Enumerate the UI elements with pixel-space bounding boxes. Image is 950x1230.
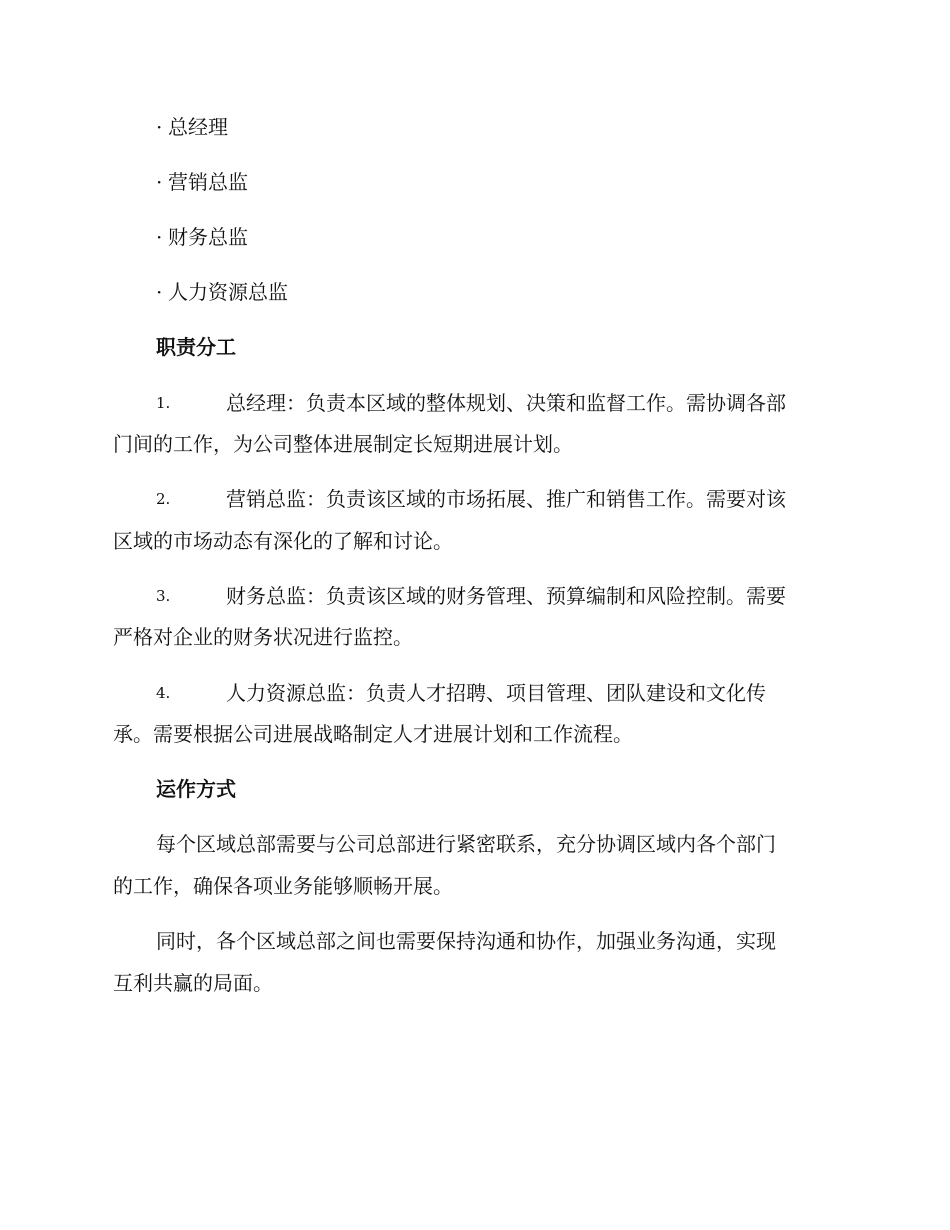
- bullet-text: 总经理: [168, 115, 228, 139]
- list-item-line1: 总经理：负责本区域的整体规划、决策和监督工作。需协调各部: [226, 391, 786, 415]
- paragraph-line2: 互利共赢的局面。: [113, 971, 273, 995]
- bullet-dot: ·: [156, 115, 163, 139]
- list-number: 3.: [156, 587, 171, 605]
- list-item-line1: 人力资源总监：负责人才招聘、项目管理、团队建设和文化传: [226, 681, 766, 705]
- bullet-item: [156, 223, 248, 251]
- section-heading-operation: 运作方式: [156, 777, 236, 801]
- list-number: 4.: [156, 684, 171, 702]
- paragraph-line2: 的工作，确保各项业务能够顺畅开展。: [113, 874, 453, 898]
- list-item-line2: 严格对企业的财务状况进行监控。: [113, 625, 413, 649]
- paragraph-line1: 每个区域总部需要与公司总部进行紧密联系，充分协调区域内各个部门: [156, 832, 776, 856]
- list-item-line1: 营销总监：负责该区域的市场拓展、推广和销售工作。需要对该: [226, 487, 786, 511]
- list-item-line2: 承。需要根据公司进展战略制定人才进展计划和工作流程。: [113, 722, 633, 746]
- list-item-line1: 财务总监：负责该区域的财务管理、预算编制和风险控制。需要: [226, 584, 786, 608]
- bullet-dot: ·: [156, 170, 163, 194]
- bullet-text: 财务总监: [168, 225, 248, 249]
- bullet-item: [156, 168, 248, 196]
- bullet-item: [156, 113, 228, 141]
- bullet-dot: ·: [156, 280, 163, 304]
- section-heading-duties: 职责分工: [156, 335, 236, 359]
- bullet-text: 营销总监: [168, 170, 248, 194]
- list-item-line2: 门间的工作，为公司整体进展制定长短期进展计划。: [113, 432, 573, 456]
- bullet-item: [156, 278, 288, 306]
- list-number: 2.: [156, 490, 171, 508]
- list-number: 1.: [156, 394, 171, 412]
- bullet-text: 人力资源总监: [168, 280, 288, 304]
- bullet-dot: ·: [156, 225, 163, 249]
- list-item-line2: 区域的市场动态有深化的了解和讨论。: [113, 529, 453, 553]
- paragraph-line1: 同时，各个区域总部之间也需要保持沟通和协作，加强业务沟通，实现: [156, 929, 776, 953]
